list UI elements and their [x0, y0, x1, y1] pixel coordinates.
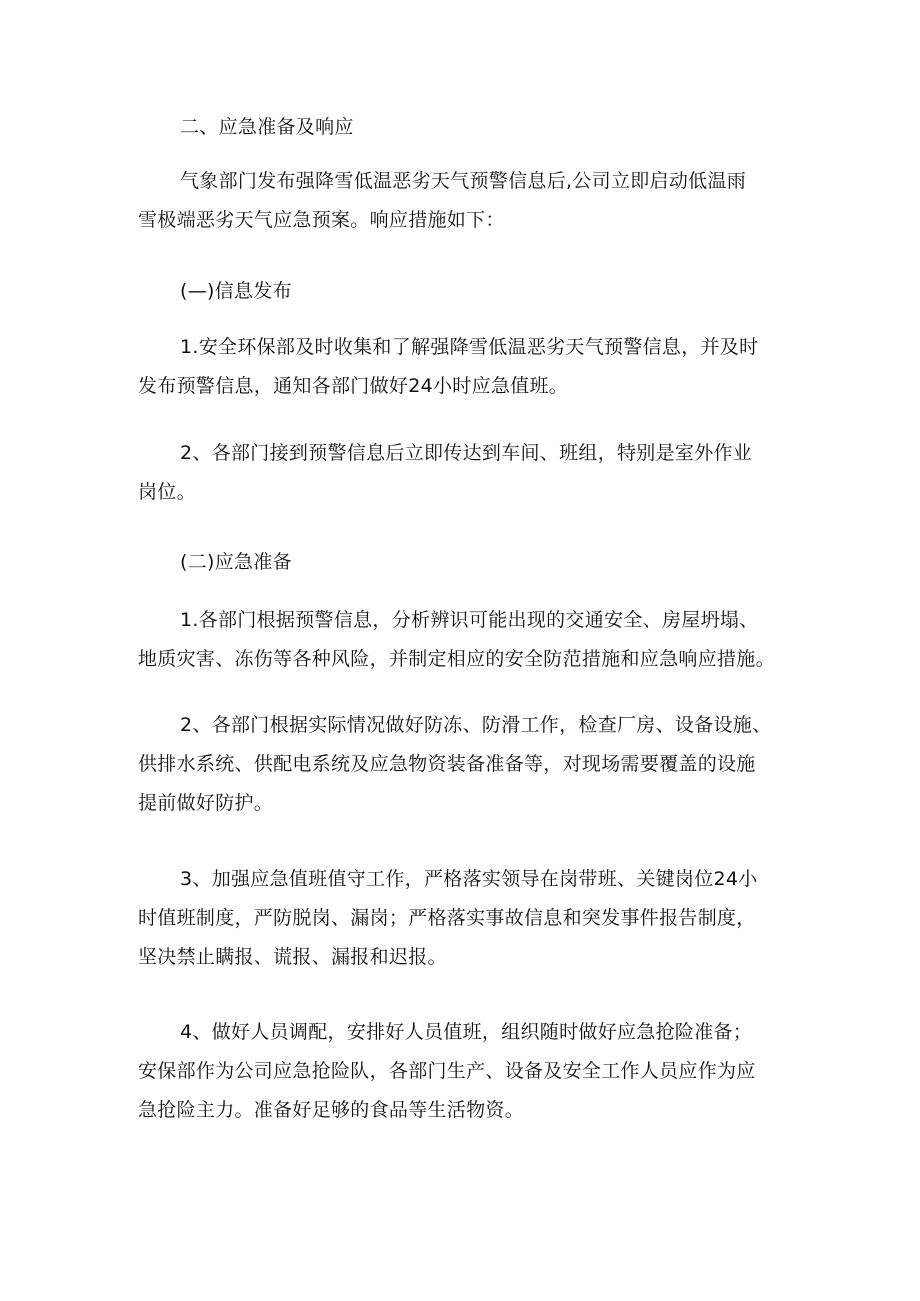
- text-line: 时值班制度，严防脱岗、漏岗；严格落实事故信息和突发事件报告制度，: [138, 907, 756, 929]
- text-line: 1.各部门根据预警信息，分析辨识可能出现的交通安全、房屋坍塌、: [180, 609, 759, 631]
- section-heading-emergency-preparation-response: [138, 108, 798, 147]
- text-line: 急抢险主力。准备好足够的食品等生活物资。: [138, 1099, 525, 1121]
- text-line: 坚决禁止瞒报、谎报、漏报和迟报。: [138, 946, 447, 968]
- text-line: 地质灾害、冻伤等各种风险，并制定相应的安全防范措施和应急响应措施。: [138, 648, 775, 670]
- text-line: 岗位。: [138, 481, 196, 503]
- text-line: 1.安全环保部及时收集和了解强降雪低温恶劣天气预警信息，并及时: [180, 336, 759, 358]
- text-line: 安保部作为公司应急抢险队，各部门生产、设备及安全工作人员应作为应: [138, 1060, 756, 1082]
- subheading-emergency-preparation: [138, 543, 798, 582]
- text-line: 二、应急准备及响应: [180, 116, 354, 138]
- paragraph-prep-item-2: [138, 706, 798, 823]
- paragraph-info-item-2: [138, 434, 798, 512]
- text-line: 提前做好防护。: [138, 792, 274, 814]
- paragraph-info-item-1: [138, 328, 798, 406]
- paragraph-prep-item-3: [138, 860, 798, 977]
- paragraph-prep-item-1: [138, 601, 798, 679]
- text-line: (二)应急准备: [180, 551, 292, 573]
- text-line: 气象部门发布强降雪低温恶劣天气预警信息后,公司立即启动低温雨: [180, 170, 747, 192]
- text-line: 供排水系统、供配电系统及应急物资装备准备等，对现场需要覆盖的设施: [138, 753, 756, 775]
- text-line: 4、做好人员调配，安排好人员值班，组织随时做好应急抢险准备；: [180, 1021, 753, 1043]
- text-line: 2、各部门根据实际情况做好防冻、防滑工作，检查厂房、设备设施、: [180, 714, 772, 736]
- text-line: 发布预警信息，通知各部门做好24小时应急值班。: [138, 375, 569, 397]
- text-line: 雪极端恶劣天气应急预案。响应措施如下：: [138, 209, 505, 231]
- paragraph-intro: [138, 162, 798, 240]
- text-line: 2、各部门接到预警信息后立即传达到车间、班组，特别是室外作业: [180, 442, 753, 464]
- text-line: (—)信息发布: [180, 280, 292, 302]
- subheading-information-release: [138, 272, 798, 311]
- text-line: 3、加强应急值班值守工作，严格落实领导在岗带班、关键岗位24小: [180, 868, 758, 890]
- paragraph-prep-item-4: [138, 1013, 798, 1130]
